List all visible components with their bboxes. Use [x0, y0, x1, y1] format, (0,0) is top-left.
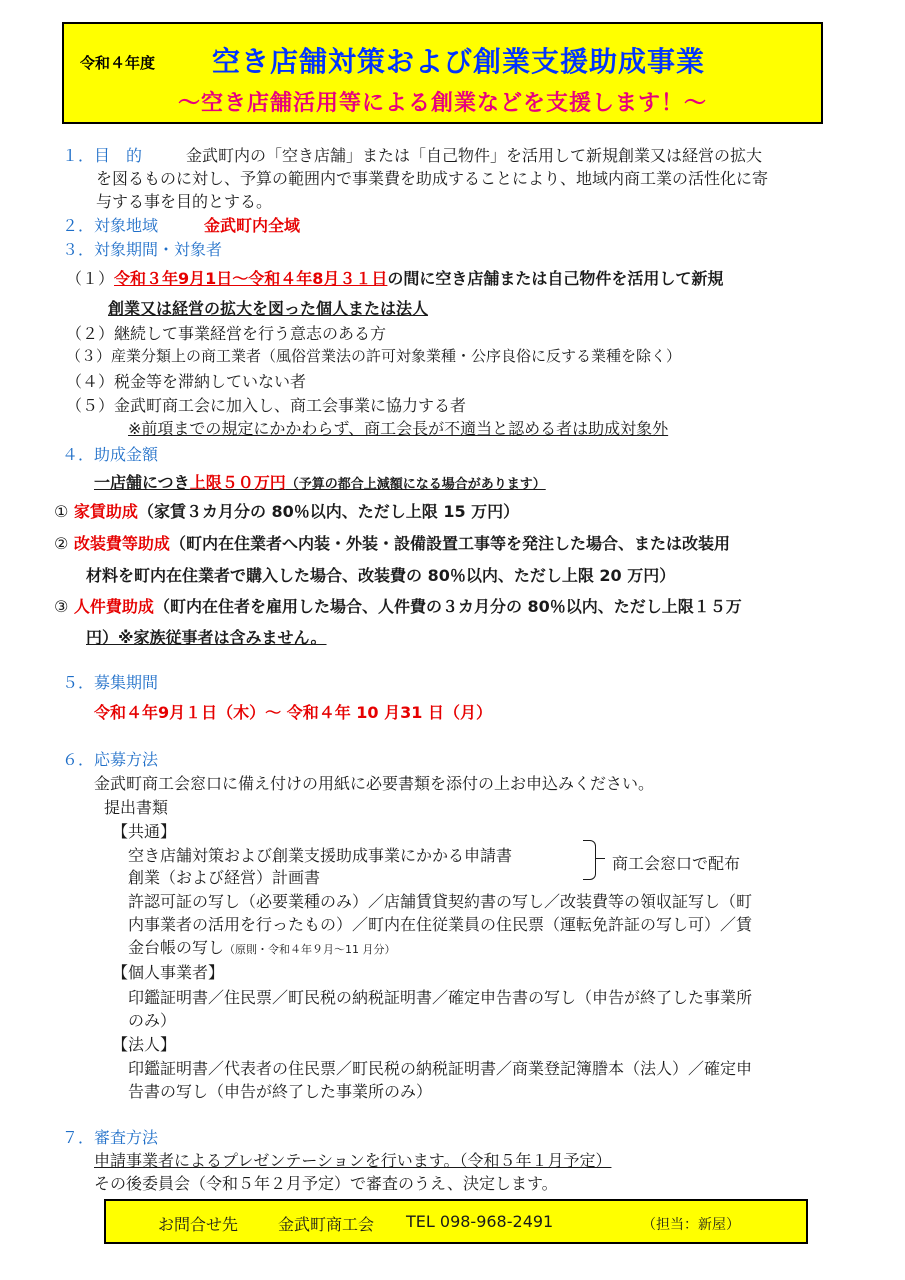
page-subtitle: ～空き店舗活用等による創業などを支援します！～: [178, 91, 708, 116]
grant-limit: [94, 470, 546, 493]
title-year: 令和４年度: [80, 54, 156, 72]
eligibility-note: ※前項までの規定にかかわらず、商工会長が不適当と認める者は助成対象外: [128, 419, 669, 438]
grant-limit-note: （予算の都合上減額になる場合があります）: [285, 477, 546, 492]
grant-renovation-line-2: 材料を町内在住業者で購入した場合、改装費の 80％以内、ただし上限 20 万円）: [86, 566, 676, 585]
item-1-number: （１）: [66, 269, 115, 288]
grant-renovation-text: （町内在住業者へ内装・外装・設備設置工事等を発注した場合、または改装用: [169, 534, 730, 553]
grant-rent-label: 家賃助成: [73, 502, 138, 521]
target-area: 金武町内全域: [204, 216, 301, 235]
common-docs-label: 【共通】: [112, 822, 177, 841]
eligibility-item-5: （５）金武町商工会に加入し、商工会事業に協力する者: [66, 396, 467, 415]
contact-organization: 金武町商工会: [278, 1215, 375, 1234]
common-doc-1: 空き店舗対策および創業支援助成事業にかかる申請書: [128, 846, 513, 865]
common-doc-3-text: 金台帳の写し: [128, 938, 225, 957]
eligibility-item-1: [66, 266, 723, 289]
grant-renovation: [54, 531, 730, 554]
grant-labor-text: （町内在住者を雇用した場合、人件費の３カ月分の 80％以内、ただし上限１５万: [153, 597, 742, 616]
individual-doc-line-1: 印鑑証明書／住民票／町民税の納税証明書／確定申告書の写し（申告が終了した事業所: [128, 988, 753, 1007]
grant-rent-number: ①: [54, 502, 69, 521]
common-doc-2: 創業（および経営）計画書: [128, 868, 321, 887]
documents-label: 提出書類: [104, 798, 169, 817]
corporate-docs-label: 【法人】: [112, 1035, 177, 1054]
section-1-heading: １．目 的: [62, 146, 143, 165]
purpose-line-1: 金武町内の「空き店舗」または「自己物件」を活用して新規創業又は経営の拡大: [186, 146, 763, 165]
section-6-heading: ６．応募方法: [62, 750, 159, 769]
page-title: 空き店舗対策および創業支援助成事業: [212, 45, 706, 78]
common-doc-3-line-2: 内事業者の活用を行ったもの）／町内在住従業員の住民票（運転免許証の写し可）／賃: [128, 915, 753, 934]
common-doc-3-line-1: 許認可証の写し（必要業種のみ）／店舗賃貸契約書の写し／改装費等の領収証写し（町: [128, 892, 753, 911]
application-intro: 金武町商工会窓口に備え付けの用紙に必要書類を添付の上お申込みください。: [94, 774, 655, 793]
contact-label: お問合せ先: [158, 1215, 239, 1234]
section-2-heading: ２．対象地域: [62, 216, 159, 235]
brace-tick: [595, 858, 605, 859]
item-1-text: の間に空き店舗または自己物件を活用して新規: [387, 269, 724, 288]
eligibility-item-4: （４）税金等を滞納していない者: [66, 372, 307, 391]
eligibility-item-3: （３）産業分類上の商工業者（風俗営業法の許可対象業種・公序良俗に反する業種を除く）: [66, 347, 682, 365]
grant-limit-value: 上限５０万円: [189, 473, 286, 492]
section-5-heading: ５．募集期間: [62, 673, 159, 692]
grant-rent: [54, 499, 519, 522]
section-4-heading: ４．助成金額: [62, 445, 159, 464]
common-doc-3-note: （原則・令和４年９月～11 月分）: [224, 943, 396, 956]
purpose-line-2: を図るものに対し、予算の範囲内で事業費を助成することにより、地域内商工業の活性化に寄: [96, 169, 769, 188]
grant-labor-line-2: 円）※家族従事者は含みません。: [86, 628, 327, 647]
review-line-2: その後委員会（令和５年２月予定）で審査のうえ、決定します。: [94, 1174, 558, 1193]
individual-doc-line-2: のみ）: [128, 1011, 177, 1030]
application-period: 令和４年9月１日（木）～ 令和４年 10 月31 日（月）: [94, 703, 492, 722]
grant-rent-text: （家賃３カ月分の 80％以内、ただし上限 15 万円）: [137, 502, 520, 521]
purpose-line-3: 与する事を目的とする。: [96, 192, 273, 211]
brace-bracket: [583, 840, 596, 880]
grant-labor-number: ③: [54, 597, 69, 616]
grant-renovation-label: 改装費等助成: [73, 534, 170, 553]
contact-phone[interactable]: TEL 098-968-2491: [406, 1212, 554, 1231]
eligibility-period: 令和３年9月1日～令和４年8月３１日: [114, 269, 388, 288]
eligibility-item-2: （２）継続して事業経営を行う意志のある方: [66, 324, 387, 343]
section-7-heading: ７．審査方法: [62, 1128, 159, 1147]
grant-labor-label: 人件費助成: [73, 597, 154, 616]
eligibility-item-1-line-2: 創業又は経営の拡大を図った個人または法人: [108, 299, 429, 318]
corporate-doc-line-1: 印鑑証明書／代表者の住民票／町民税の納税証明書／商業登記簿謄本（法人）／確定申: [128, 1059, 753, 1078]
corporate-doc-line-2: 告書の写し（申告が終了した事業所のみ）: [128, 1082, 433, 1101]
section-3-heading: ３．対象期間・対象者: [62, 240, 223, 259]
brace-note: 商工会窓口で配布: [612, 854, 741, 873]
title-banner: [62, 22, 823, 124]
grant-limit-prefix: 一店舗につき: [94, 473, 190, 492]
grant-renovation-number: ②: [54, 534, 69, 553]
grant-labor: [54, 594, 742, 617]
contact-box: [104, 1199, 808, 1244]
common-doc-3-line-3: [128, 935, 396, 958]
review-line-1: 申請事業者によるプレゼンテーションを行います。（令和５年１月予定）: [94, 1151, 612, 1170]
contact-person: （担当：新屋）: [642, 1217, 740, 1233]
individual-docs-label: 【個人事業者】: [112, 963, 225, 982]
